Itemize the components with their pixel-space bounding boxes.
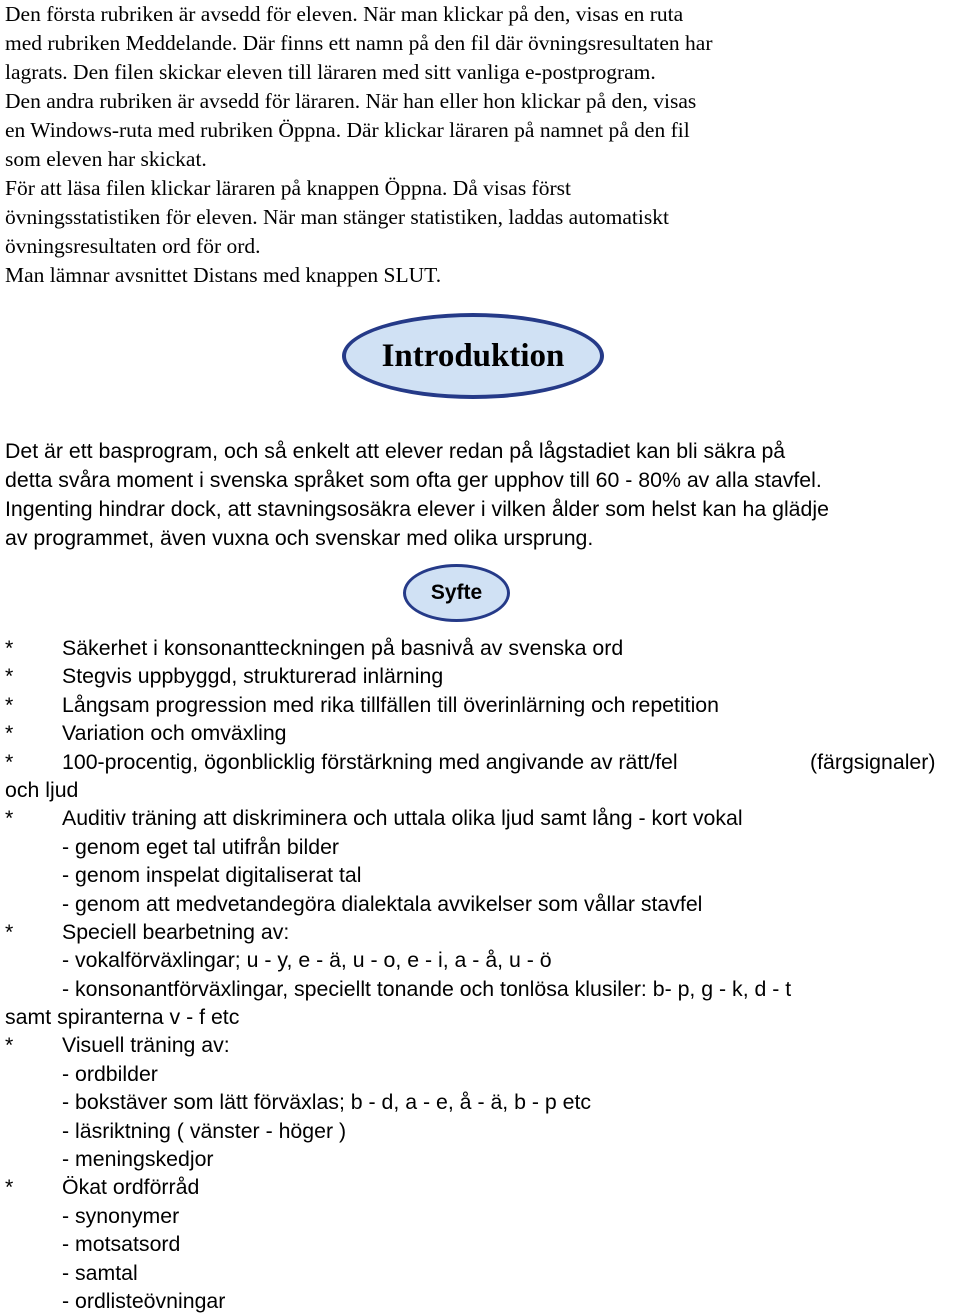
bullet: * <box>5 1033 14 1058</box>
text-line: en Windows-ruta med rubriken Öppna. Där klickar läraren på namnet på den fil <box>5 118 690 142</box>
text-line: detta svåra moment i svenska språket som ofta ger upphov till 60 - 80% av alla stavfel. <box>5 468 822 492</box>
sub-item <box>5 1230 960 1258</box>
syfte-heading: Syfte <box>430 581 483 604</box>
sub-item <box>5 1145 960 1173</box>
text-line: övningsstatistiken för eleven. När man stänger statistiken, laddas automatiskt <box>5 205 669 229</box>
sub-item <box>5 1088 960 1116</box>
introduktion-heading: Introduktion <box>381 337 565 374</box>
top-paragraph <box>5 0 955 290</box>
sub-item-text: - konsonantförväxlingar, speciellt tonande och tonlösa klusiler: b- p, g - k, d - t <box>62 976 792 1001</box>
list-item <box>5 1173 960 1201</box>
bullet: * <box>5 664 14 689</box>
list-item-text: 100-procentig, ögonblicklig förstärkning med angivande av rätt/fel <box>62 749 678 774</box>
sub-item <box>5 1060 960 1088</box>
list-item <box>5 918 960 946</box>
list-item-text: (färgsignaler) <box>810 749 936 774</box>
list-item <box>5 662 960 690</box>
list-item-text: Långsam progression med rika tillfällen till överinlärning och repetition <box>62 692 719 717</box>
sub-item <box>5 890 960 918</box>
syfte-list <box>5 634 960 1315</box>
sub-item-text: - meningskedjor <box>62 1147 214 1172</box>
sub-item <box>5 1202 960 1230</box>
text-line: För att läsa filen klickar läraren på knappen Öppna. Då visas först <box>5 176 571 200</box>
list-item <box>5 1031 960 1059</box>
sub-item-text: - genom att medvetandegöra dialektala avvikelser som vållar stavfel <box>62 891 703 916</box>
sub-item <box>5 861 960 889</box>
sub-item-text: - genom inspelat digitaliserat tal <box>62 863 362 888</box>
text-line: lagrats. Den filen skickar eleven till läraren med sitt vanliga e-postprogram. <box>5 60 656 84</box>
bullet: * <box>5 1175 14 1200</box>
sub-item <box>5 1259 960 1287</box>
bullet: * <box>5 919 14 944</box>
list-item <box>5 691 960 719</box>
list-item-text: Variation och omväxling <box>62 721 287 746</box>
bullet: * <box>5 806 14 831</box>
text-line: Det är ett basprogram, och så enkelt att elever redan på lågstadiet kan bli säkra på <box>5 439 786 463</box>
intro-paragraph <box>5 437 960 553</box>
bullet: * <box>5 721 14 746</box>
sub-item-text: - bokstäver som lätt förväxlas; b - d, a - e, å - ä, b - p etc <box>62 1090 592 1115</box>
text-line: Man lämnar avsnittet Distans med knappen SLUT. <box>5 263 442 287</box>
text-line: Ingenting hindrar dock, att stavningsosäkra elever i vilken ålder som helst kan ha glädje <box>5 497 829 521</box>
list-item-text: Stegvis uppbyggd, strukturerad inlärning <box>62 664 444 689</box>
sub-item <box>5 833 960 861</box>
list-item-text: Ökat ordförråd <box>62 1175 200 1200</box>
sub-item <box>5 975 960 1003</box>
list-item-text: Visuell träning av: <box>62 1033 230 1058</box>
sub-item <box>5 946 960 974</box>
list-item-text: Säkerhet i konsonantteckningen på basnivå av svenska ord <box>62 636 624 660</box>
introduktion-heading-oval <box>342 313 604 399</box>
bullet: * <box>5 692 14 717</box>
text-line: av programmet, även vuxna och svenskar med olika ursprung. <box>5 526 594 550</box>
list-item <box>5 719 960 747</box>
sub-item <box>5 1117 960 1145</box>
list-item-text: och ljud <box>5 777 79 802</box>
text-line: med rubriken Meddelande. Där finns ett namn på den fil där övningsresultaten har <box>5 31 713 55</box>
list-item <box>5 804 960 832</box>
list-item-continuation <box>5 776 960 804</box>
sub-item-text: - genom eget tal utifrån bilder <box>62 834 340 859</box>
sub-item-text: - motsatsord <box>62 1232 181 1257</box>
text-line: Den första rubriken är avsedd för eleven. När man klickar på den, visas en ruta <box>5 2 684 26</box>
list-item-continuation <box>5 1003 960 1031</box>
text-line: övningsresultaten ord för ord. <box>5 234 261 258</box>
sub-item-text: - vokalförväxlingar; u - y, e - ä, u - o, e - i, a - å, u - ö <box>62 948 552 973</box>
sub-item-text: - ordlisteövningar <box>62 1288 226 1313</box>
text-line: som eleven har skickat. <box>5 147 207 171</box>
text-line: Den andra rubriken är avsedd för läraren. När han eller hon klickar på den, visas <box>5 89 697 113</box>
list-item-text: Auditiv träning att diskriminera och uttala olika ljud samt lång - kort vokal <box>62 806 743 831</box>
sub-item-text: - läsriktning ( vänster - höger ) <box>62 1118 347 1143</box>
list-item-text: samt spiranterna v - f etc <box>5 1005 240 1030</box>
bullet: * <box>5 749 14 774</box>
list-item <box>5 634 960 662</box>
sub-item-text: - samtal <box>62 1260 138 1285</box>
syfte-heading-oval <box>403 564 510 622</box>
sub-item-text: - synonymer <box>62 1203 180 1228</box>
sub-item <box>5 1287 960 1315</box>
list-item-text: Speciell bearbetning av: <box>62 919 290 944</box>
sub-item-text: - ordbilder <box>62 1061 158 1086</box>
list-item <box>5 748 960 776</box>
bullet: * <box>5 636 14 660</box>
